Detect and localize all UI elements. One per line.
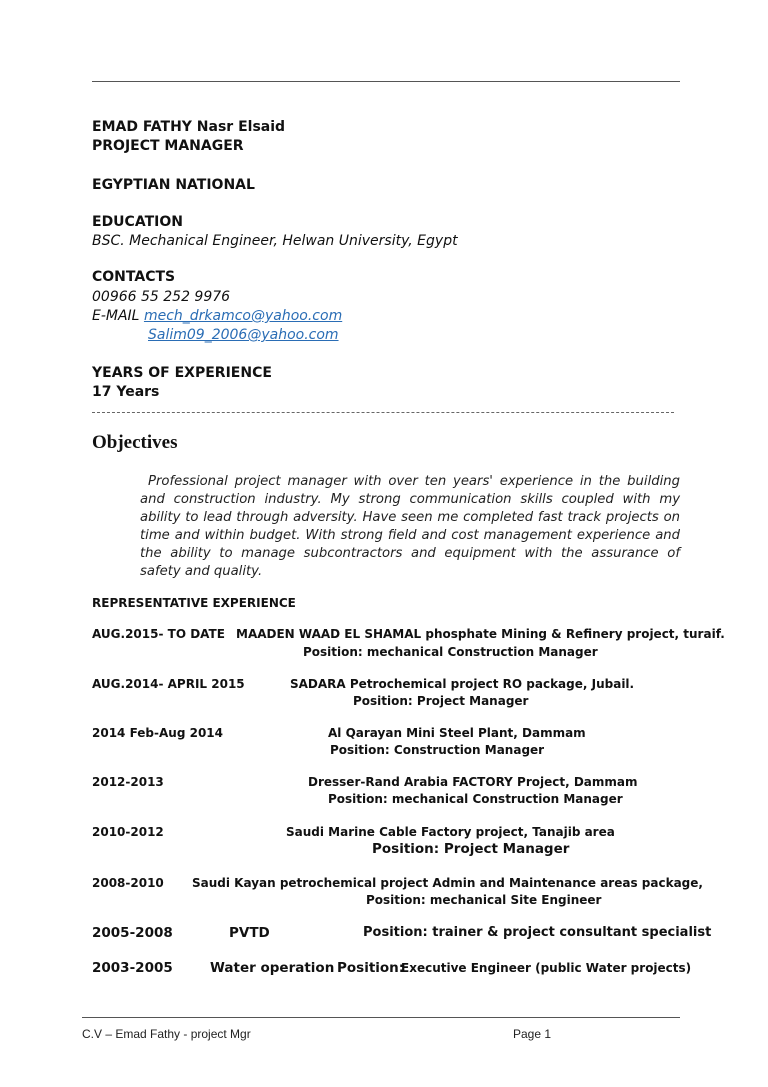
entry-date: AUG.2014- APRIL 2015 [92, 677, 245, 691]
education-label: EDUCATION [92, 214, 183, 230]
entry-project: Al Qarayan Mini Steel Plant, Dammam [328, 726, 586, 740]
page-number: Page 1 [513, 1027, 552, 1041]
email-label: E-MAIL [92, 308, 140, 324]
phone: 00966 55 252 9976 [92, 289, 231, 305]
entry-position: Position: mechanical Construction Manager [303, 645, 598, 659]
experience-title: REPRESENTATIVE EXPERIENCE [92, 596, 296, 610]
nationality: EGYPTIAN NATIONAL [92, 177, 255, 193]
entry-position: Position: mechanical Construction Manager [328, 792, 623, 806]
entry-position: Position: Project Manager [353, 694, 529, 708]
entry-date: 2008-2010 [92, 876, 164, 890]
entry-project: Saudi Marine Cable Factory project, Tanajib area [286, 825, 615, 839]
entry-position-detail: Executive Engineer (public Water projects) [401, 961, 692, 975]
section-divider [92, 412, 674, 413]
entry-project: Water operation [210, 960, 335, 976]
entry-project: Saudi Kayan petrochemical project Admin and Maintenance areas package, [192, 876, 703, 890]
email-link-1[interactable]: mech_drkamco@yahoo.com [143, 308, 343, 324]
experience-years: 17 Years [92, 384, 160, 400]
entry-date: AUG.2015- TO DATE [92, 627, 225, 641]
entry-position: Position: Construction Manager [330, 743, 545, 757]
email-row [92, 308, 342, 324]
entry-date: 2014 Feb-Aug 2014 [92, 726, 223, 740]
experience-label: YEARS OF EXPERIENCE [92, 365, 272, 381]
email-link-2[interactable]: Salim09_2006@yahoo.com [148, 327, 339, 343]
entry-date: 2003-2005 [92, 960, 173, 976]
entry-date: 2010-2012 [92, 825, 164, 839]
footer-left: C.V – Emad Fathy - project Mgr [82, 1027, 251, 1041]
entry-project: SADARA Petrochemical project RO package, Jubail. [290, 677, 635, 691]
entry-project: Dresser-Rand Arabia FACTORY Project, Dammam [308, 775, 638, 789]
entry-project: MAADEN WAAD EL SHAMAL phosphate Mining & Refinery project, turaif. [236, 627, 725, 641]
entry-project: PVTD [229, 925, 270, 941]
entry-date: 2005-2008 [92, 925, 173, 941]
entry-position: Position: [337, 960, 405, 976]
top-rule [92, 81, 680, 82]
objectives-text: Professional project manager with over ten years' experience in the building and construction industry. My strong communication skills coupled with my ability to lead through adversity. Have seen me completed fast track projects on time and within budget. With strong field and cost management experience and the ability to manage subcontractors and equipment with the assurance of safety and quality. [140, 474, 680, 579]
objectives-title: Objectives [92, 432, 178, 453]
entry-date: 2012-2013 [92, 775, 164, 789]
education-value: BSC. Mechanical Engineer, Helwan University, Egypt [92, 233, 458, 249]
entry-position: Position: mechanical Site Engineer [366, 893, 602, 907]
entry-position: Position: Project Manager [372, 841, 570, 857]
footer-rule [82, 1017, 680, 1018]
candidate-title: PROJECT MANAGER [92, 138, 244, 154]
entry-position: Position: trainer & project consultant specialist [363, 925, 712, 940]
candidate-name: EMAD FATHY Nasr Elsaid [92, 119, 286, 135]
contacts-label: CONTACTS [92, 269, 176, 285]
